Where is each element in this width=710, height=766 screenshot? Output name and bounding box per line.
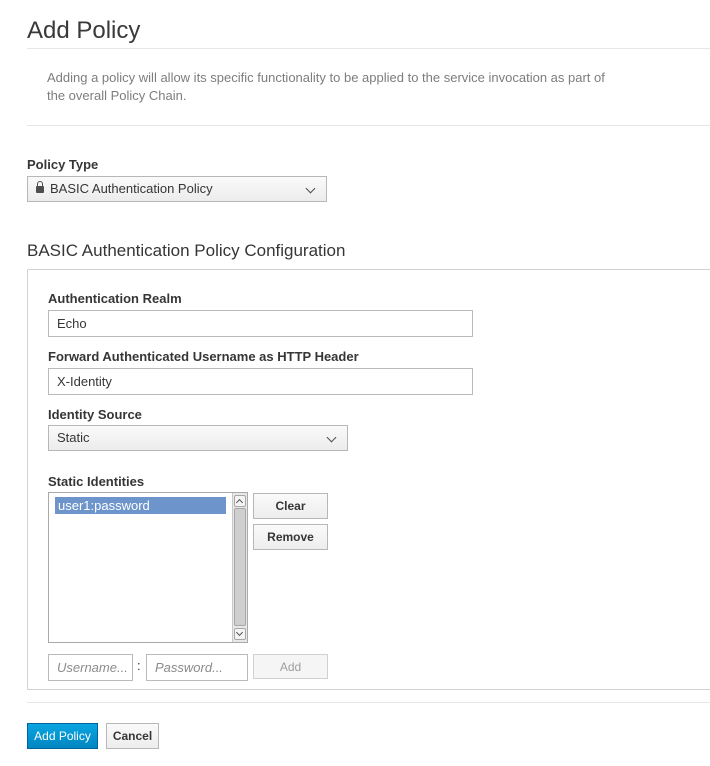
chevron-up-icon bbox=[236, 499, 243, 506]
add-policy-button[interactable]: Add Policy bbox=[27, 723, 98, 749]
static-identities-label: Static Identities bbox=[48, 474, 145, 489]
static-identities-list[interactable] bbox=[48, 492, 248, 643]
actions-divider bbox=[27, 702, 710, 703]
cancel-button[interactable]: Cancel bbox=[106, 723, 159, 749]
scroll-up-button[interactable] bbox=[234, 495, 246, 507]
policy-type-select[interactable] bbox=[27, 176, 327, 202]
scroll-thumb[interactable] bbox=[234, 508, 246, 626]
page-description: Adding a policy will allow its specific functionality to be applied to the service invocation as part of the overall Policy Chain. bbox=[47, 70, 605, 103]
chevron-down-icon bbox=[236, 629, 243, 636]
scroll-down-button[interactable] bbox=[234, 628, 246, 640]
realm-input[interactable] bbox=[48, 310, 473, 337]
identity-source-select[interactable] bbox=[48, 425, 348, 451]
forward-header-label: Forward Authenticated Username as HTTP Header bbox=[48, 349, 359, 364]
description-divider bbox=[27, 125, 710, 126]
lock-icon bbox=[36, 186, 44, 193]
policy-type-value: BASIC Authentication Policy bbox=[50, 181, 213, 196]
identity-source-label: Identity Source bbox=[48, 407, 142, 422]
list-scrollbar[interactable] bbox=[232, 493, 247, 642]
chevron-down-icon bbox=[327, 433, 337, 443]
title-divider bbox=[27, 48, 710, 49]
username-input[interactable] bbox=[48, 654, 133, 681]
password-input[interactable] bbox=[146, 654, 248, 681]
realm-label: Authentication Realm bbox=[48, 291, 182, 306]
policy-type-label: Policy Type bbox=[27, 157, 99, 172]
identity-source-value: Static bbox=[57, 430, 90, 445]
chevron-down-icon bbox=[306, 184, 316, 194]
remove-button[interactable]: Remove bbox=[253, 524, 328, 550]
username-password-separator: : bbox=[137, 658, 141, 673]
forward-header-input[interactable] bbox=[48, 368, 473, 395]
list-item[interactable]: user1:password bbox=[55, 497, 226, 514]
page-title: Add Policy bbox=[27, 17, 141, 44]
config-section-title: BASIC Authentication Policy Configuration bbox=[27, 241, 346, 260]
add-identity-button[interactable]: Add bbox=[253, 654, 328, 679]
clear-button[interactable]: Clear bbox=[253, 493, 328, 519]
